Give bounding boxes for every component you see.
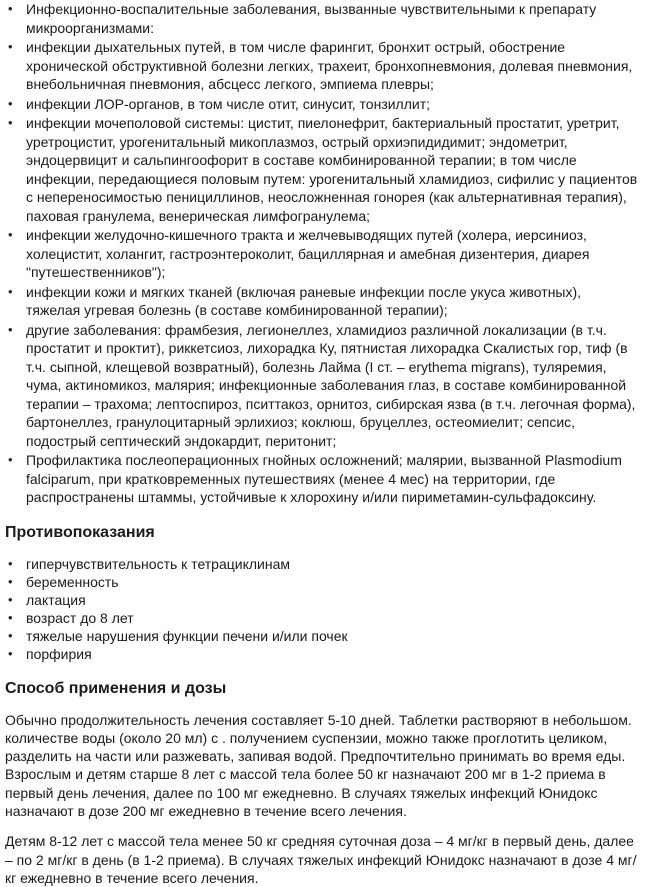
dosage-paragraph-adults: Обычно продолжительность лечения составляет 5-10 дней. Таблетки растворяют в небольшом. количестве воды (около 20 мл) с . получением суспензии, можно также проглотить целиком, разделить на части или разжевать, запивая водой. Предпочтительно принимать во время еды. Взрослым и детям старше 8 лет с массой тела более 50 кг назначают 200 мг в 1-2 приема в первый день лечения, далее по 100 мг ежедневно. В случаях тяжелых инфекций Юнидокс назначают в дозе 200 мг ежедневно в течение всего лечения.	[5, 711, 632, 819]
contraindications-list	[5, 555, 638, 663]
list-item: • Профилактика послеоперационных гнойных осложнений; малярии, вызванной Plasmodium falciparum, при кратковременных путешествиях (менее 4 мес) на территории, где распространены штаммы, устойчивые к хлорохину и/или пириметамин-сульфадоксину.	[5, 451, 638, 507]
dosage-paragraph-children: Детям 8-12 лет с массой тела менее 50 кг средняя суточная доза – 4 мг/кг в первый день, далее – по 2 мг/кг в день (в 1-2 приема). В случаях тяжелых инфекций Юнидокс назначают в дозе 4 мг/кг ежедневно в течение всего лечения.	[5, 833, 637, 886]
dosage-heading: Способ применения и дозы	[5, 679, 227, 697]
list-item: • инфекции ЛОР-органов, в том числе отит, синусит, тонзиллит;	[5, 95, 638, 114]
list-item: • тяжелые нарушения функции печени и/или почек	[5, 627, 638, 645]
list-item: • возраст до 8 лет	[5, 609, 638, 627]
list-item: • лактация	[5, 591, 638, 609]
list-item: • инфекции желудочно-кишечного тракта и желчевыводящих путей (холера, иерсиниоз, холецистит, холангит, гастроэнтероколит, бациллярная и амебная дизентерия, диарея "путешественников");	[5, 226, 638, 282]
list-item: • другие заболевания: фрамбезия, легионеллез, хламидиоз различной локализации (в т.ч. простатит и проктит), риккетсиоз, лихорадка Ку, пятнистая лихорадка Скалистых гор, тиф (в т.ч. сыпной, клещевой возвратный), болезнь Лайма (I ст. – erythema migrans), туляремия, чума, актиномикоз, малярия; инфекционные заболевания глаз, в составе комбинированной терапии – трахома; лептоспироз, пситтакоз, орнитоз, сибирская язва (в т.ч. легочная форма), бартонеллез, гранулоцитарный эрлихиоз; коклюш, бруцеллез, остеомиелит; сепсис, подострый септический эндокардит, перитонит;	[5, 321, 638, 451]
indications-list	[5, 0, 638, 507]
contraindications-heading: Противопоказания	[5, 523, 155, 541]
list-item: • инфекции кожи и мягких тканей (включая раневые инфекции после укуса животных), тяжелая угревая болезнь (в составе комбинированной терапии);	[5, 283, 638, 320]
list-item: • инфекции мочеполовой системы: цистит, пиелонефрит, бактериальный простатит, уретрит, уретроцистит, урогенитальный микоплазмоз, острый орхиэпидидимит; эндометрит, эндоцервицит и сальпингоофорит в составе комбинированной терапии; в том числе инфекции, передающиеся половым путем: урогенитальный хламидиоз, сифилис у пациентов с непереносимостью пенициллинов, неосложненная гонорея (как альтернативная терапия), паховая гранулема, венерическая лимфогранулема;	[5, 114, 638, 225]
list-item: • гиперчувствительность к тетрациклинам	[5, 555, 638, 573]
list-item: • Инфекционно-воспалительные заболевания, вызванные чувствительными к препарату микроорганизмами:	[5, 0, 638, 37]
list-item: • беременность	[5, 573, 638, 591]
list-item: • порфирия	[5, 645, 638, 663]
list-item: • инфекции дыхательных путей, в том числе фарингит, бронхит острый, обострение хронической обструктивной болезни легких, трахеит, бронхопневмония, долевая пневмония, внебольничная пневмония, абсцесс легкого, эмпиема плевры;	[5, 38, 638, 94]
